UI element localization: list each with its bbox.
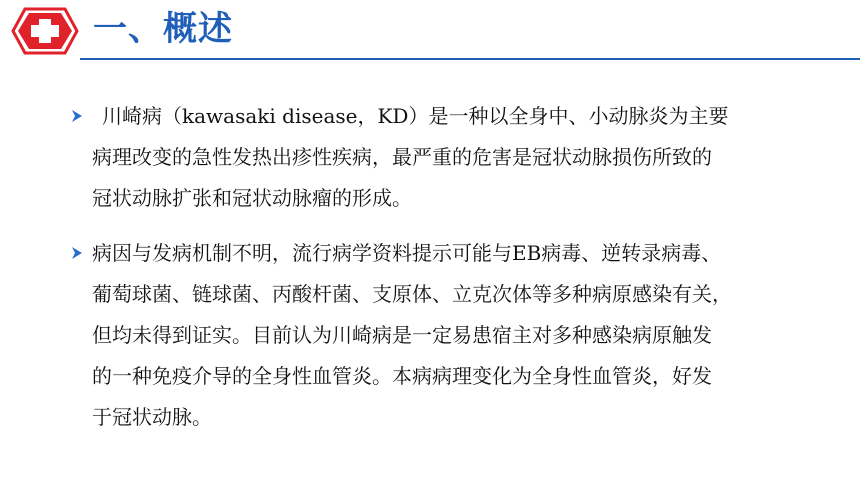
arrow-bullet-icon <box>70 245 84 261</box>
paragraph-text <box>70 233 830 438</box>
slide-header <box>0 0 860 62</box>
paragraph-line: 川崎病（kawasaki disease，KD）是一种以全身中、小动脉炎为主要 <box>102 104 729 128</box>
paragraph-etiology <box>70 233 830 438</box>
arrow-bullet-icon <box>70 108 84 124</box>
paragraph-line: 病理改变的急性发热出疹性疾病，最严重的危害是冠状动脉损伤所致的 <box>92 145 712 169</box>
paragraph-text <box>70 96 830 219</box>
paragraph-line: 葡萄球菌、链球菌、丙酸杆菌、支原体、立克次体等多种病原感染有关， <box>92 282 732 306</box>
paragraph-line: 的一种免疫介导的全身性血管炎。本病病理变化为全身性血管炎，好发 <box>92 364 712 388</box>
page-title: 一、概述 <box>93 9 233 49</box>
paragraph-line: 病因与发病机制不明，流行病学资料提示可能与EB病毒、逆转录病毒、 <box>92 241 722 265</box>
paragraph-line: 于冠状动脉。 <box>92 405 212 429</box>
paragraph-overview <box>70 96 830 219</box>
title-divider <box>80 58 860 60</box>
paragraph-line: 冠状动脉扩张和冠状动脉瘤的形成。 <box>92 186 412 210</box>
paragraph-line: 但均未得到证实。目前认为川崎病是一定易患宿主对多种感染病原触发 <box>92 323 712 347</box>
red-cross-logo-icon <box>11 7 79 55</box>
